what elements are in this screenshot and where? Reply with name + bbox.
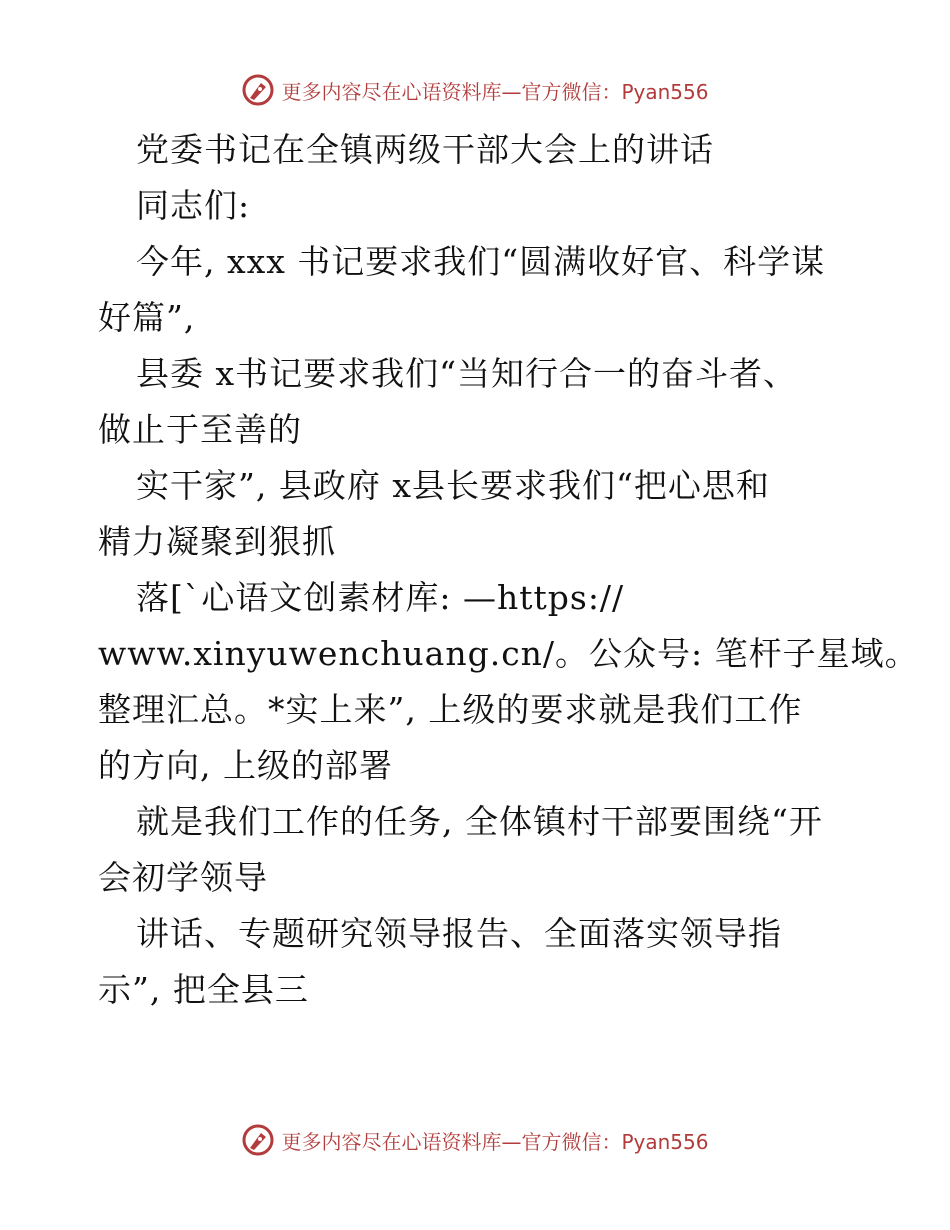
paragraph-line: 示”, 把全县三 xyxy=(98,970,309,1009)
paragraph-line: 今年, xxx 书记要求我们“圆满收好官、科学谋 xyxy=(136,242,826,281)
footer-watermark-banner xyxy=(0,1120,950,1160)
paragraph-line: 党委书记在全镇两级干部大会上的讲话 xyxy=(136,130,714,169)
paragraph-line: www.xinyuwenchuang.cn/。公众号: 笔杆子星域。 xyxy=(98,634,919,673)
paragraph-line: 落[`心语文创素材库: —https:// xyxy=(136,578,625,617)
paragraph-line: 做止于至善的 xyxy=(98,410,302,449)
header-watermark-banner xyxy=(0,70,950,110)
document-body xyxy=(98,122,919,1018)
paragraph-line: 的方向, 上级的部署 xyxy=(98,746,393,785)
paragraph-line: 精力凝聚到狠抓 xyxy=(98,522,336,561)
watermark-text: 更多内容尽在心语资料库—官方微信：Pyan556 xyxy=(281,1129,709,1154)
paragraph-line: 实干家”, 县政府 x县长要求我们“把心思和 xyxy=(136,466,770,505)
paragraph-line: 就是我们工作的任务, 全体镇村干部要围绕“开 xyxy=(136,802,823,841)
paragraph-line: 讲话、专题研究领导报告、全面落实领导指 xyxy=(136,914,782,953)
pen-nib-circle-icon xyxy=(241,73,275,107)
watermark-text: 更多内容尽在心语资料库—官方微信：Pyan556 xyxy=(281,79,709,104)
paragraph-line: 好篇”, xyxy=(98,298,196,337)
pen-nib-circle-icon xyxy=(241,1123,275,1157)
paragraph-line: 县委 x书记要求我们“当知行合一的奋斗者、 xyxy=(136,354,797,393)
paragraph-line: 会初学领导 xyxy=(98,858,268,897)
paragraph-line: 整理汇总。*实上来”, 上级的要求就是我们工作 xyxy=(98,690,803,729)
paragraph-line: 同志们: xyxy=(136,186,251,225)
